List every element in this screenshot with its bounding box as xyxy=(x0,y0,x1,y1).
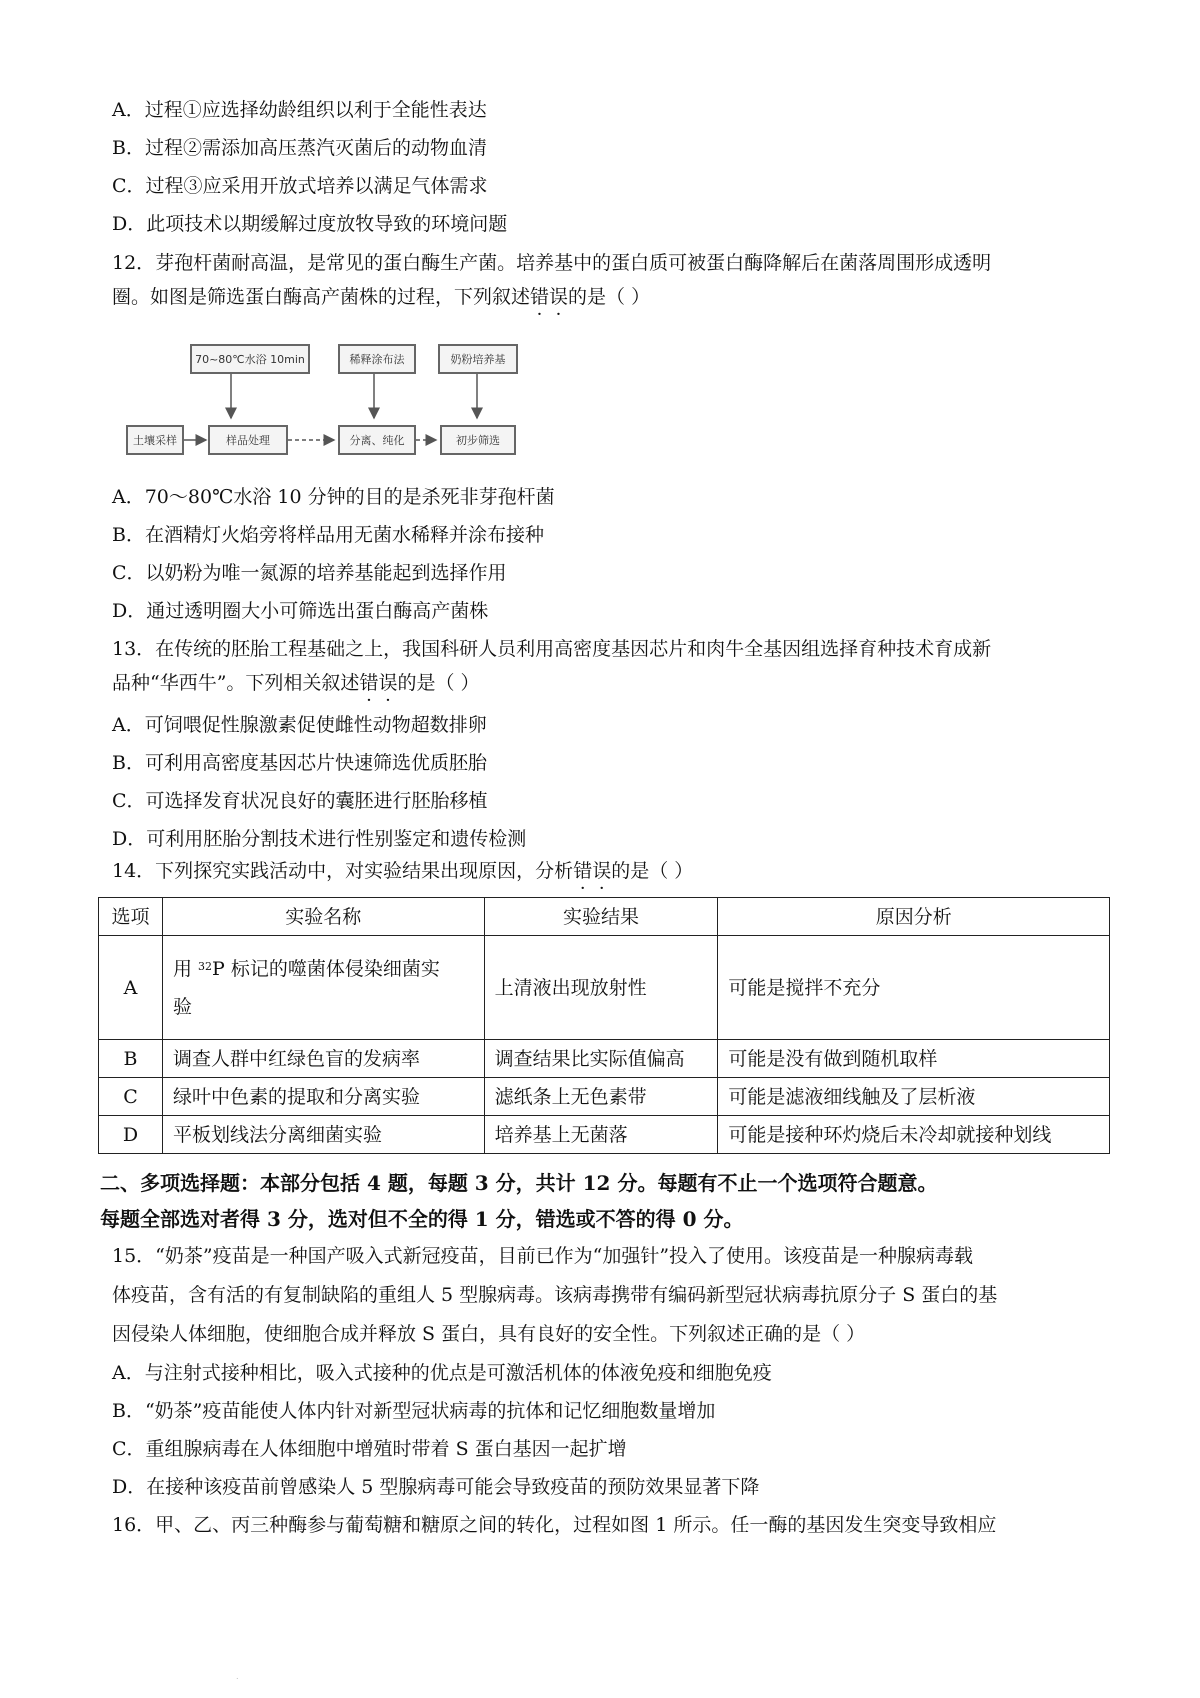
header-result: 实验结果 xyxy=(484,898,718,936)
row-experiment-name: 绿叶中色素的提取和分离实验 xyxy=(162,1078,484,1116)
q11-option-d: D．此项技术以期缓解过度放牧导致的环境问题 xyxy=(112,213,508,235)
q14-stem xyxy=(112,858,693,884)
header-reason: 原因分析 xyxy=(718,898,1110,936)
q12-stem-text: 圈。如图是筛选蛋白酶高产菌株的过程，下列叙述 xyxy=(112,286,531,308)
header-option: 选项 xyxy=(99,898,163,936)
row-experiment-name: 调查人群中红绿色盲的发病率 xyxy=(162,1040,484,1078)
q12-option-d: D．通过透明圈大小可筛选出蛋白酶高产菌株 xyxy=(112,600,489,622)
q14-table xyxy=(98,897,1110,1154)
name-main: P 标记的噬菌体侵染细菌实 xyxy=(212,957,440,980)
section2-heading-line1: 二、多项选择题：本部分包括 4 题，每题 3 分，共计 12 分。每题有不止一个选项符合题意。 xyxy=(100,1171,938,1195)
flow-box-screening: 初步筛选 xyxy=(440,425,516,455)
q12-stem-line2 xyxy=(112,284,650,310)
row-result: 培养基上无菌落 xyxy=(484,1116,718,1154)
flow-box-milk-medium: 奶粉培养基 xyxy=(438,344,518,374)
row-result: 调查结果比实际值偏高 xyxy=(484,1040,718,1078)
flow-box-isolation: 分离、纯化 xyxy=(338,425,416,455)
q13-stem-line2 xyxy=(112,670,480,696)
row-reason: 可能是搅拌不充分 xyxy=(718,936,1110,1040)
q15-stem-line3: 因侵染人体细胞，使细胞合成并释放 S 蛋白，具有良好的安全性。下列叙述正确的是（ ） xyxy=(112,1323,866,1345)
q14-answer-paren: 的是（ ） xyxy=(611,860,694,882)
row-option: C xyxy=(99,1078,163,1116)
row-result: 滤纸条上无色素带 xyxy=(484,1078,718,1116)
row-option: A xyxy=(99,936,163,1040)
emphasis-char: 误 xyxy=(549,286,569,308)
flow-box-soil-sampling: 土壤采样 xyxy=(126,425,184,455)
footer-mark: . xyxy=(236,1672,239,1681)
row-option: B xyxy=(99,1040,163,1078)
q14-stem-text: 14．下列探究实践活动中，对实验结果出现原因，分析 xyxy=(112,860,574,882)
q12-option-b: B．在酒精灯火焰旁将样品用无菌水稀释并涂布接种 xyxy=(112,524,544,546)
emphasis-char: 错 xyxy=(530,286,550,308)
q11-option-c: C．过程③应采用开放式培养以满足气体需求 xyxy=(112,175,488,197)
section2-heading-line2: 每题全部选对者得 3 分，选对但不全的得 1 分，错选或不答的得 0 分。 xyxy=(100,1207,744,1231)
q15-option-c: C．重组腺病毒在人体细胞中增殖时带着 S 蛋白基因一起扩增 xyxy=(112,1438,627,1460)
table-row xyxy=(99,936,1110,1040)
q15-option-b: B．“奶茶”疫苗能使人体内针对新型冠状病毒的抗体和记忆细胞数量增加 xyxy=(112,1400,716,1422)
q11-option-b: B．过程②需添加高压蒸汽灭菌后的动物血清 xyxy=(112,137,487,159)
flow-box-dilution-spread: 稀释涂布法 xyxy=(338,344,416,374)
emphasis-char: 错 xyxy=(573,860,593,882)
q12-option-a: A．70～80℃水浴 10 分钟的目的是杀死非芽孢杆菌 xyxy=(112,486,555,508)
row-reason: 可能是滤液细线触及了层析液 xyxy=(718,1078,1110,1116)
row-option: D xyxy=(99,1116,163,1154)
row-result: 上清液出现放射性 xyxy=(484,936,718,1040)
emphasis-char: 误 xyxy=(378,672,398,694)
q12-answer-paren: 的是（ ） xyxy=(568,286,651,308)
q13-stem-line1: 13．在传统的胚胎工程基础之上，我国科研人员利用高密度基因芯片和肉牛全基因组选择育种技术育成新 xyxy=(112,638,992,660)
row-reason: 可能是没有做到随机取样 xyxy=(718,1040,1110,1078)
q13-option-c: C．可选择发育状况良好的囊胚进行胚胎移植 xyxy=(112,790,488,812)
emphasis-char: 错 xyxy=(359,672,379,694)
table-header-row xyxy=(99,898,1110,936)
table-row xyxy=(99,1040,1110,1078)
q13-option-a: A．可饲喂促性腺激素促使雌性动物超数排卵 xyxy=(112,714,487,736)
q16-stem-line1: 16．甲、乙、丙三种酶参与葡萄糖和糖原之间的转化，过程如图 1 所示。任一酶的基因发生突变导致相应 xyxy=(112,1514,997,1536)
isotope-superscript: 32 xyxy=(198,959,213,973)
row-experiment-name: 平板划线法分离细菌实验 xyxy=(162,1116,484,1154)
q13-option-d: D．可利用胚胎分割技术进行性别鉴定和遗传检测 xyxy=(112,828,527,850)
q13-option-b: B．可利用高密度基因芯片快速筛选优质胚胎 xyxy=(112,752,487,774)
q15-stem-line1: 15．“奶茶”疫苗是一种国产吸入式新冠疫苗，目前已作为“加强针”投入了使用。该疫苗是一种腺病毒载 xyxy=(112,1245,974,1267)
table-row xyxy=(99,1078,1110,1116)
q15-stem-line2: 体疫苗，含有活的有复制缺陷的重组人 5 型腺病毒。该病毒携带有编码新型冠状病毒抗原分子 S 蛋白的基 xyxy=(112,1284,998,1306)
row-experiment-name xyxy=(162,936,484,1040)
emphasis-char: 误 xyxy=(592,860,612,882)
row-reason: 可能是接种环灼烧后未冷却就接种划线 xyxy=(718,1116,1110,1154)
q13-answer-paren: 的是（ ） xyxy=(397,672,480,694)
q15-option-a: A．与注射式接种相比，吸入式接种的优点是可激活机体的体液免疫和细胞免疫 xyxy=(112,1362,772,1384)
name-continuation: 验 xyxy=(172,995,192,1018)
q15-option-d: D．在接种该疫苗前曾感染人 5 型腺病毒可能会导致疫苗的预防效果显著下降 xyxy=(112,1476,760,1498)
q12-flow-diagram xyxy=(108,330,528,466)
header-experiment-name: 实验名称 xyxy=(162,898,484,936)
name-prefix: 用 xyxy=(172,957,199,980)
flow-box-water-bath: 70~80℃水浴 10min xyxy=(190,344,310,374)
q11-option-a: A．过程①应选择幼龄组织以利于全能性表达 xyxy=(112,99,487,121)
q12-option-c: C．以奶粉为唯一氮源的培养基能起到选择作用 xyxy=(112,562,507,584)
q12-stem-line1: 12．芽孢杆菌耐高温，是常见的蛋白酶生产菌。培养基中的蛋白质可被蛋白酶降解后在菌落周围形成透明 xyxy=(112,252,992,274)
table-row xyxy=(99,1116,1110,1154)
q13-stem-text: 品种“华西牛”。下列相关叙述 xyxy=(112,672,360,694)
flow-box-sample-treatment: 样品处理 xyxy=(208,425,288,455)
